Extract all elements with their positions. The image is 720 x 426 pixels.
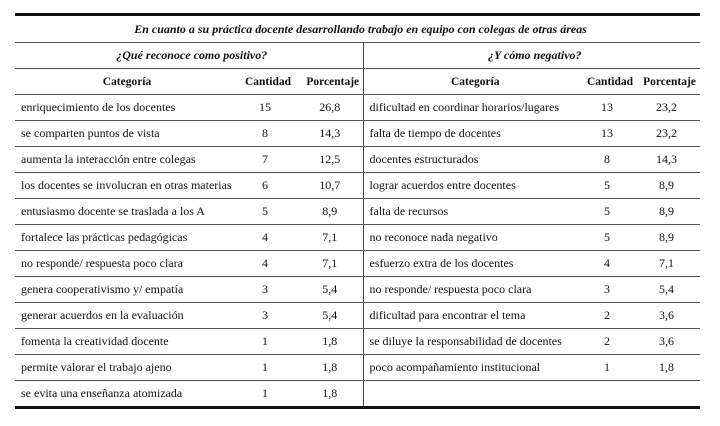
positive-count-cell: 7 (233, 147, 297, 173)
positive-percent-cell: 8,9 (297, 199, 363, 225)
positive-count-cell: 15 (233, 95, 297, 121)
table-row (15, 173, 700, 199)
positive-category-cell: genera cooperativismo y/ empatía (15, 277, 233, 303)
negative-category-cell: dificultad para encontrar el tema (363, 303, 581, 329)
table-row (15, 303, 700, 329)
negative-heading: ¿Y cómo negativo? (363, 43, 700, 69)
negative-percent-cell: 7,1 (633, 251, 700, 277)
table-row (15, 355, 700, 381)
table-row (15, 147, 700, 173)
positive-count-cell: 3 (233, 277, 297, 303)
col-header: Porcentaje (633, 69, 700, 95)
col-header: Categoría (15, 69, 233, 95)
col-header: Cantidad (233, 69, 297, 95)
negative-percent-cell: 8,9 (633, 225, 700, 251)
table-row (15, 381, 700, 408)
negative-percent-cell: 5,4 (633, 277, 700, 303)
positive-category-cell: se evita una enseñanza atomizada (15, 381, 233, 408)
table-row (15, 121, 700, 147)
negative-count-cell: 13 (581, 95, 633, 121)
positive-category-cell: aumenta la interacción entre colegas (15, 147, 233, 173)
positive-percent-cell: 1,8 (297, 381, 363, 408)
negative-count-cell: 5 (581, 173, 633, 199)
negative-percent-cell: 23,2 (633, 95, 700, 121)
table-row (15, 95, 700, 121)
positive-category-cell: fomenta la creatividad docente (15, 329, 233, 355)
col-header: Categoría (363, 69, 581, 95)
negative-category-cell: falta de recursos (363, 199, 581, 225)
table-row (15, 251, 700, 277)
positive-count-cell: 1 (233, 355, 297, 381)
table-row (15, 225, 700, 251)
positive-percent-cell: 7,1 (297, 251, 363, 277)
positive-count-cell: 8 (233, 121, 297, 147)
negative-percent-cell: 14,3 (633, 147, 700, 173)
table-title: En cuanto a su práctica docente desarrollando trabajo en equipo con colegas de otras áreas (15, 15, 700, 43)
negative-count-cell: 5 (581, 225, 633, 251)
positive-category-cell: fortalece las prácticas pedagógicas (15, 225, 233, 251)
positive-category-cell: los docentes se involucran en otras materias (15, 173, 233, 199)
positive-category-cell: se comparten puntos de vista (15, 121, 233, 147)
negative-percent-cell: 3,6 (633, 329, 700, 355)
positive-percent-cell: 1,8 (297, 329, 363, 355)
negative-category-cell: dificultad en coordinar horarios/lugares (363, 95, 581, 121)
positive-percent-cell: 7,1 (297, 225, 363, 251)
negative-count-cell: 5 (581, 199, 633, 225)
negative-percent-cell (633, 381, 700, 408)
results-table (15, 13, 700, 409)
positive-percent-cell: 5,4 (297, 303, 363, 329)
negative-category-cell: poco acompañamiento institucional (363, 355, 581, 381)
positive-count-cell: 6 (233, 173, 297, 199)
positive-count-cell: 4 (233, 251, 297, 277)
positive-percent-cell: 1,8 (297, 355, 363, 381)
negative-category-cell: lograr acuerdos entre docentes (363, 173, 581, 199)
negative-category-cell: no responde/ respuesta poco clara (363, 277, 581, 303)
col-header: Porcentaje (297, 69, 363, 95)
negative-category-cell: docentes estructurados (363, 147, 581, 173)
positive-percent-cell: 14,3 (297, 121, 363, 147)
positive-count-cell: 1 (233, 381, 297, 408)
table-row (15, 277, 700, 303)
positive-percent-cell: 10,7 (297, 173, 363, 199)
negative-count-cell: 2 (581, 329, 633, 355)
col-header: Cantidad (581, 69, 633, 95)
negative-category-cell: falta de tiempo de docentes (363, 121, 581, 147)
negative-percent-cell: 1,8 (633, 355, 700, 381)
negative-count-cell: 2 (581, 303, 633, 329)
negative-category-cell: esfuerzo extra de los docentes (363, 251, 581, 277)
negative-count-cell: 4 (581, 251, 633, 277)
positive-percent-cell: 26,8 (297, 95, 363, 121)
negative-count-cell (581, 381, 633, 408)
negative-category-cell: no reconoce nada negativo (363, 225, 581, 251)
negative-percent-cell: 8,9 (633, 173, 700, 199)
negative-count-cell: 8 (581, 147, 633, 173)
negative-percent-cell: 8,9 (633, 199, 700, 225)
negative-count-cell: 3 (581, 277, 633, 303)
negative-percent-cell: 23,2 (633, 121, 700, 147)
positive-count-cell: 4 (233, 225, 297, 251)
positive-percent-cell: 5,4 (297, 277, 363, 303)
positive-count-cell: 1 (233, 329, 297, 355)
negative-count-cell: 1 (581, 355, 633, 381)
negative-category-cell (363, 381, 581, 408)
positive-category-cell: entusiasmo docente se traslada a los A (15, 199, 233, 225)
negative-category-cell: se diluye la responsabilidad de docentes (363, 329, 581, 355)
positive-count-cell: 3 (233, 303, 297, 329)
positive-category-cell: permite valorar el trabajo ajeno (15, 355, 233, 381)
positive-category-cell: enriquecimiento de los docentes (15, 95, 233, 121)
table-row (15, 199, 700, 225)
table-row (15, 329, 700, 355)
negative-count-cell: 13 (581, 121, 633, 147)
negative-percent-cell: 3,6 (633, 303, 700, 329)
positive-count-cell: 5 (233, 199, 297, 225)
positive-category-cell: generar acuerdos en la evaluación (15, 303, 233, 329)
positive-category-cell: no responde/ respuesta poco clara (15, 251, 233, 277)
positive-percent-cell: 12,5 (297, 147, 363, 173)
positive-heading: ¿Qué reconoce como positivo? (15, 43, 363, 69)
